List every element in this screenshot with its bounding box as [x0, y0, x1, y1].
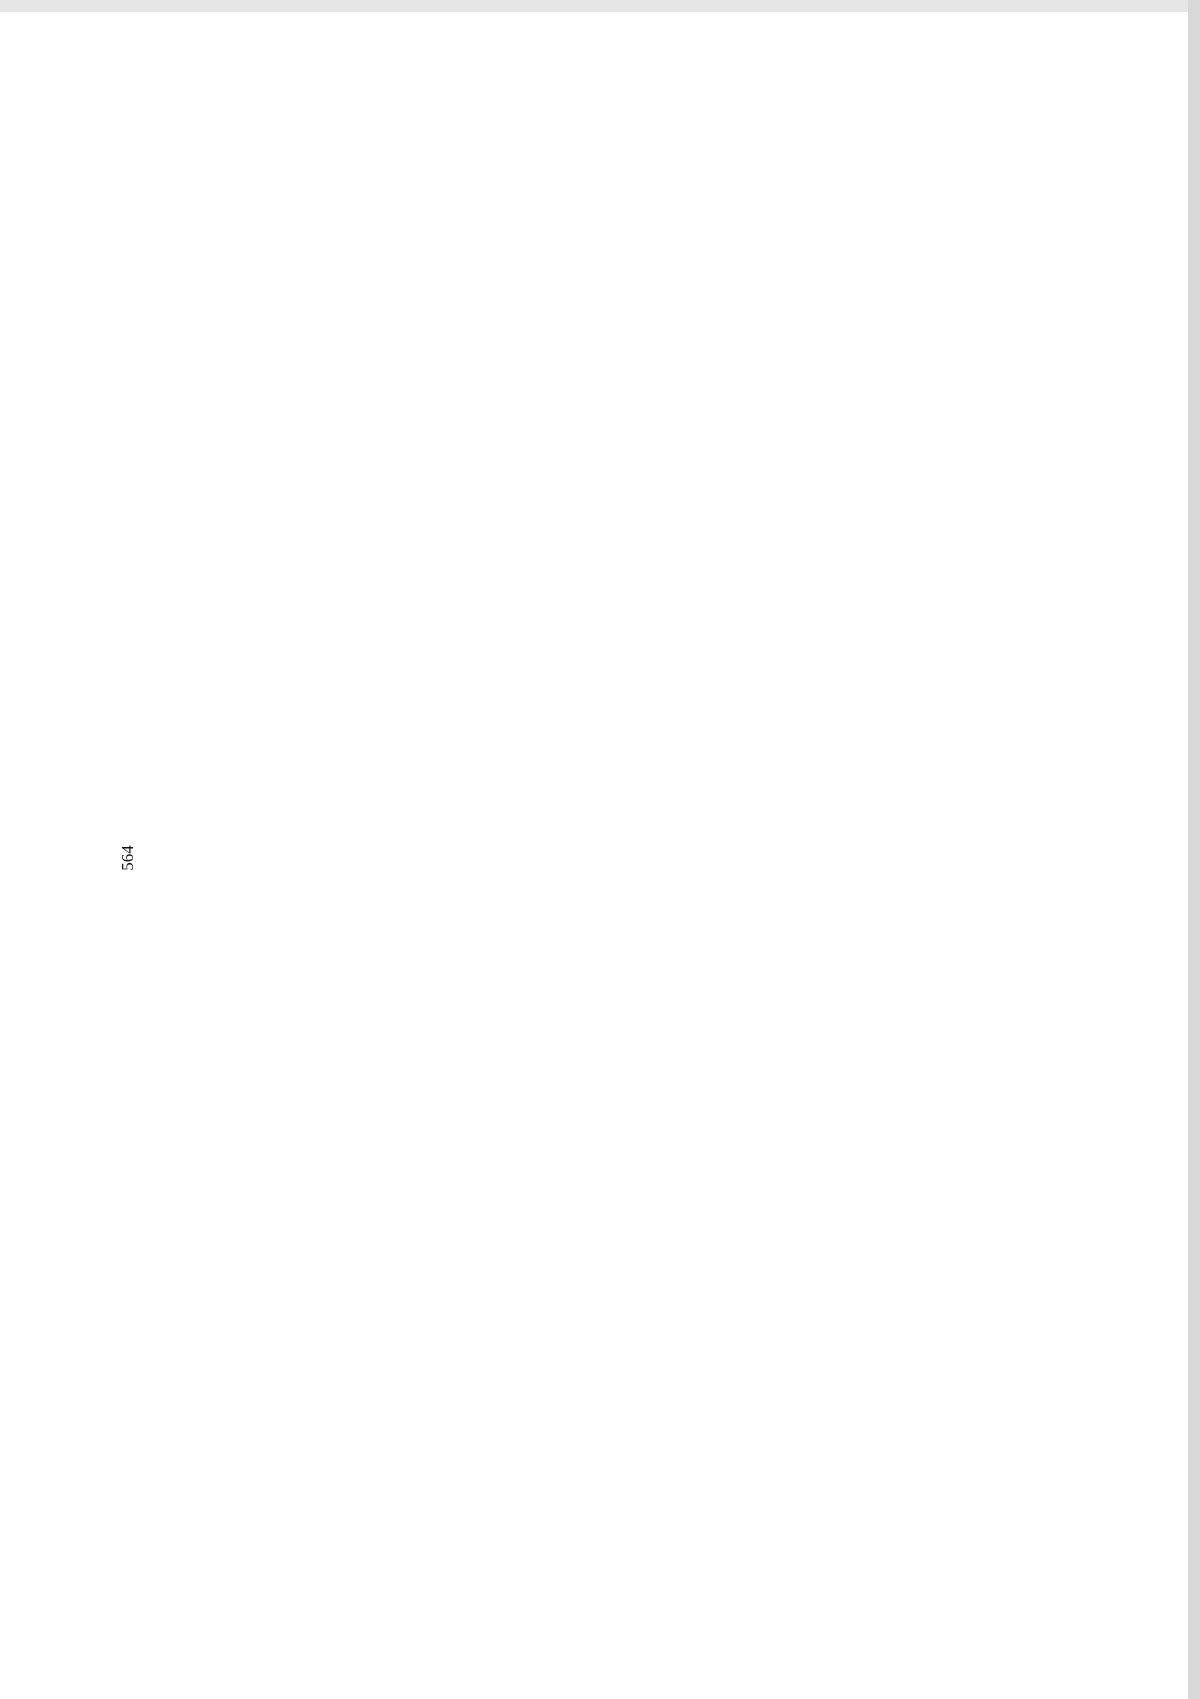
page-number: 564: [118, 845, 137, 871]
scan-edge-right: [1188, 0, 1200, 1699]
scan-edge: [0, 0, 1200, 12]
